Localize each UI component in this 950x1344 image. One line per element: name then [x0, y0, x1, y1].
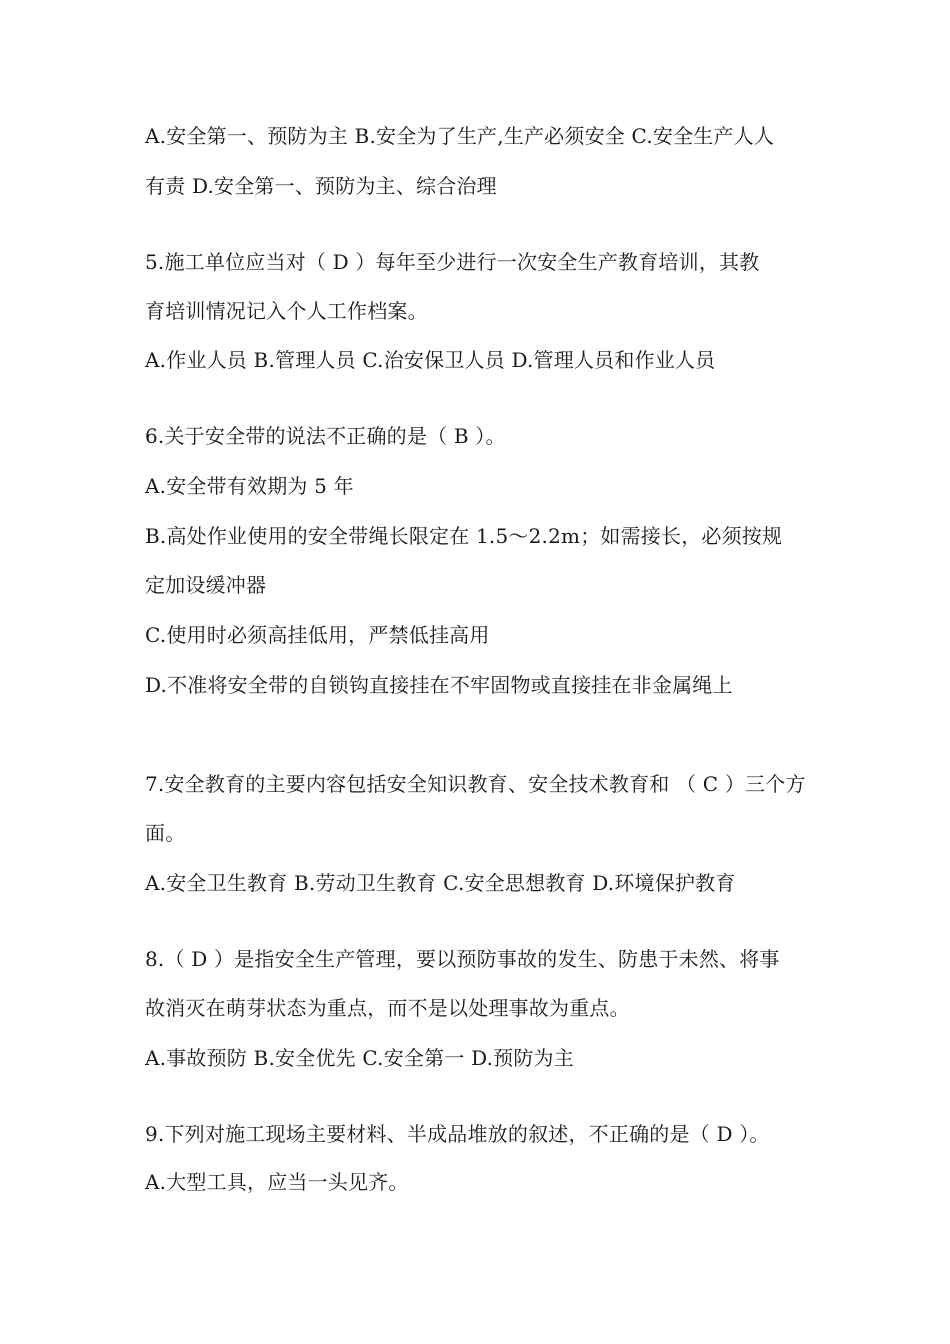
- q7-options: A.安全卫生教育 B.劳动卫生教育 C.安全思想教育 D.环境保护教育: [145, 871, 736, 895]
- q8-stem-line-2: 故消灭在萌芽状态为重点，而不是以处理事故为重点。: [145, 996, 630, 1020]
- q6-option-d: D.不准将安全带的自锁钩直接挂在不牢固物或直接挂在非金属绳上: [145, 673, 733, 697]
- q6-option-a: A.安全带有效期为 5 年: [145, 474, 354, 498]
- q8-stem-line-1: 8.（ D ）是指安全生产管理，要以预防事故的发生、防患于未然、将事: [145, 947, 780, 971]
- q6-option-b-line-1: B.高处作业使用的安全带绳长限定在 1.5～2.2m；如需接长，必须按规: [145, 524, 783, 548]
- q7-stem-line-2: 面。: [145, 821, 186, 845]
- q9-option-a: A.大型工具，应当一头见齐。: [145, 1170, 409, 1194]
- q4-options-line-2: 有责 D.安全第一、预防为主、综合治理: [145, 174, 497, 198]
- q5-stem-line-2: 育培训情况记入个人工作档案。: [145, 299, 428, 323]
- q4-options-line-1: A.安全第一、预防为主 B.安全为了生产,生产必须安全 C.安全生产人人: [145, 124, 775, 148]
- q6-option-b-line-2: 定加设缓冲器: [145, 573, 267, 597]
- q8-options: A.事故预防 B.安全优先 C.安全第一 D.预防为主: [145, 1046, 574, 1070]
- q9-stem: 9.下列对施工现场主要材料、半成品堆放的叙述，不正确的是（ D ）。: [145, 1122, 770, 1146]
- q6-option-c: C.使用时必须高挂低用，严禁低挂高用: [145, 623, 490, 647]
- q7-stem-line-1: 7.安全教育的主要内容包括安全知识教育、安全技术教育和 （ C ）三个方: [145, 772, 806, 796]
- q5-options: A.作业人员 B.管理人员 C.治安保卫人员 D.管理人员和作业人员: [145, 348, 716, 372]
- q5-stem-line-1: 5.施工单位应当对（ D ）每年至少进行一次安全生产教育培训，其教: [145, 250, 760, 274]
- q6-stem: 6.关于安全带的说法不正确的是（ B ）。: [145, 424, 506, 448]
